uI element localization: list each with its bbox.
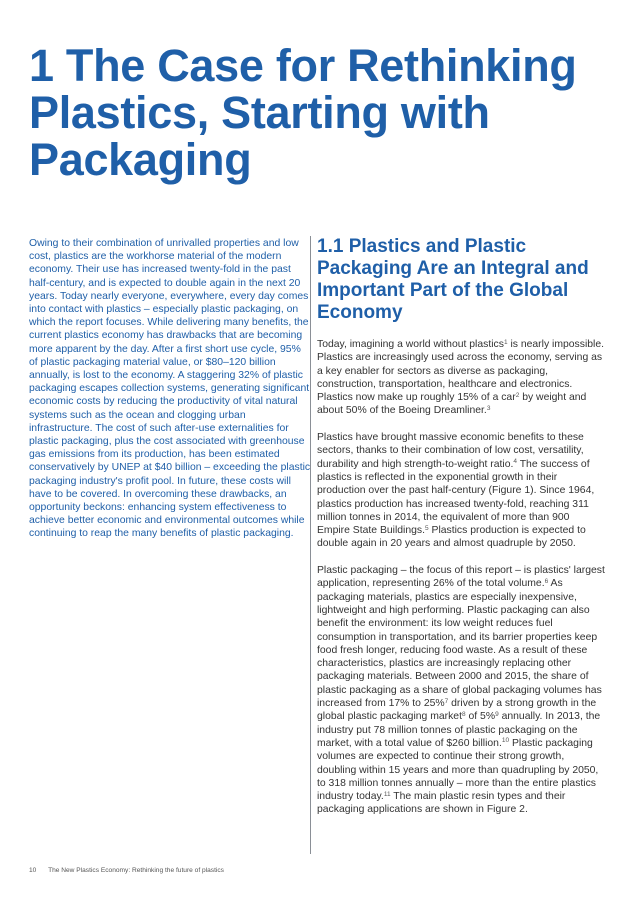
- page-number: 10: [29, 867, 37, 874]
- text-run: driven by a strong growth in the global plastic packaging market: [317, 698, 597, 723]
- footnote-ref: 6: [544, 577, 549, 585]
- text-run: Plastic packaging volumes are expected to continue their strong growth, doubling within 15 years and more than quadrupling by 2050, to 318 million tonnes annually – more than the entire plastics industry today.: [317, 737, 599, 803]
- footnote-ref: 2: [515, 391, 520, 399]
- text-run: by weight and about 50% of the Boeing Dreamliner.: [317, 392, 587, 417]
- text-run: is nearly impossible. Plastics are increasingly used across the economy, serving as a key enabler for sectors as diverse as packaging, construction, transportation, healthcare and electronics. Plastics now make up roughly 15% of a car: [317, 339, 605, 404]
- text-run: The main plastic resin types and their packaging applications are shown in Figure 2.: [317, 791, 566, 816]
- text-run: annually. In 2013, the industry put 78 million tonnes of plastic packaging on the market, with a total value of $260 billion.: [317, 711, 601, 749]
- footnote-ref: 9: [495, 710, 499, 718]
- text-run: As packaging materials, plastics are especially inexpensive, lightweight and high performing. Plastic packaging can also benefit the environment: its low weight reduces fuel consumption in transportation, and its barrier properties keep food fresh longer, reducing food waste. As a result of these characteristics, plastics are increasingly replacing other packaging materials. Between 2000 and 2015, the share of plastic packaging as a share of global packaging volumes has increased from 17% to 25%: [317, 578, 602, 710]
- intro-paragraph: Owing to their combination of unrivalled properties and low cost, plastics are the workhorse material of the modern economy. Their use has increased twenty-fold in the past half-century, and is expected to double again in the next 20 years. Today nearly everyone, everywhere, every day comes into contact with plastics – especially plastic packaging, on which the report focuses. While delivering many benefits, the current plastics economy has drawbacks that are becoming more apparent by the day. After a first short use cycle, 95% of plastic packaging material value, or $80–120 billion annually, is lost to the economy. A staggering 32% of plastic packaging escapes collection systems, generating significant economic costs by reducing the productivity of vital natural systems such as the ocean and clogging urban infrastructure. The cost of such after-use externalities for plastic packaging, plus the cost associated with greenhouse gas emissions from its production, has been estimated conservatively by UNEP at $40 billion – exceeding the plastic packaging industry's profit pool. In future, these costs will have to be covered. In overcoming these drawbacks, an opportunity beckons: enhancing system effectiveness to achieve better economic and environmental outcomes while continuing to reap the many benefits of plastic packaging.: [29, 238, 311, 540]
- page-title: 1 The Case for Rethinking Plastics, Starting with Packaging: [29, 40, 577, 185]
- text-run: Today, imagining a world without plastics: [317, 339, 504, 350]
- text-run: Plastic packaging – the focus of this report – is plastics' largest application, representing 26% of the total volume.: [317, 565, 605, 590]
- text-run: The success of plastics is reflected in the exponential growth in their production over the past half-century (Figure 1). Since 1964, plastics production has increased twenty-fold, reaching 311 million tonnes in 2014, the equivalent of more than 900 Empire State Buildings.: [317, 458, 595, 537]
- footnote-ref: 11: [383, 790, 391, 798]
- body-column: [317, 338, 605, 830]
- footnote-ref: 8: [461, 710, 466, 718]
- footnote-ref: 7: [444, 697, 449, 705]
- text-run: Plastics production is expected to double again in 20 years and almost quadruple by 2050.: [317, 525, 586, 550]
- column-divider: [310, 236, 311, 854]
- section-heading: 1.1 Plastics and Plastic Packaging Are an Integral and Important Part of the Global Economy: [317, 236, 589, 323]
- footer-text: The New Plastics Economy: Rethinking the future of plastics: [48, 867, 224, 874]
- body-paragraph-1: [317, 338, 605, 418]
- footnote-ref: 3: [486, 404, 491, 412]
- body-paragraph-2: [317, 431, 605, 551]
- page-footer: [29, 867, 224, 874]
- footnote-ref: 1: [503, 338, 508, 346]
- footnote-ref: 5: [425, 524, 429, 532]
- body-paragraph-3: [317, 564, 605, 817]
- footnote-ref: 10: [501, 737, 510, 745]
- footnote-ref: 4: [513, 458, 518, 466]
- text-run: Plastics have brought massive economic benefits to these sectors, thanks to their combination of low cost, versatility, durability and high strength-to-weight ratio.: [317, 432, 584, 470]
- text-run: of 5%: [465, 711, 496, 723]
